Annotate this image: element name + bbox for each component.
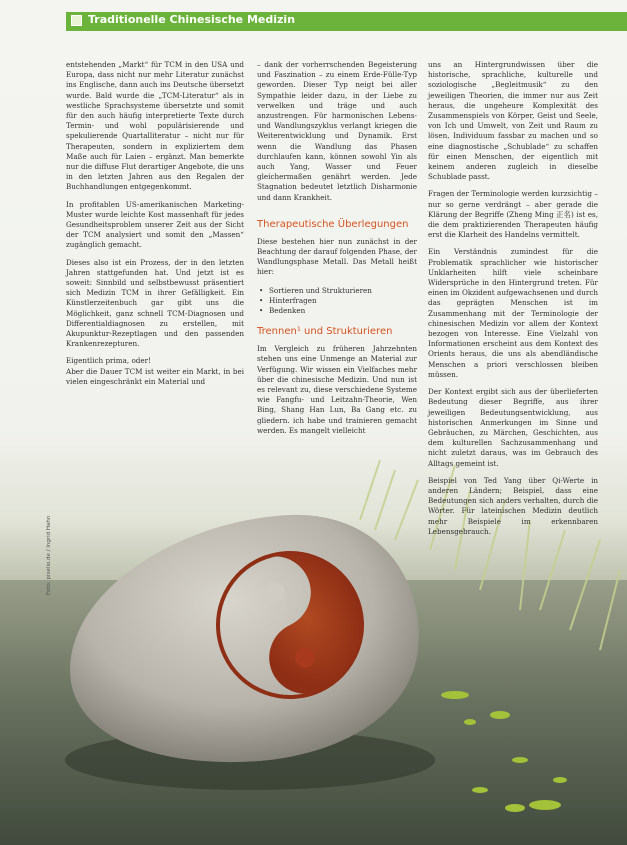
section-title: Traditionelle Chinesische Medizin [88,13,296,26]
text-column-3 [428,60,598,544]
header-square-icon [71,15,82,26]
paragraph: Dieses also ist ein Prozess, der in den letzten Jahren stattgefunden hat. Und jetzt ist es soweit: Sinnbild und selbstbewusst präsentiert sich Medizin TCM in ihrer Gefälligkeit. Ein Künstlerzeitenbuch gar gibt uns die Möglichkeit, ganz schnell TCM-Diagnosen und Differentialdiagnosen zu erstellen, mit Akupunktur-Rezeptlagen und den passenden Krankenrezepturen. [66,257,244,349]
paragraph: entstehenden „Markt“ für TCM in den USA und Europa, dass nicht nur mehr Literatur zunächst ins Englische, dann auch ins Deutsche übersetzt wurde. Bald wurde die „TCM-Literatur“ als in westliche Sprachsysteme übersetzte und somit für den auch häufig interpretierte Texte durch Termin- und wohl populärisierende und spekulierende Quartalliteratur – nicht nur für Therapeuten, sondern in expliziertem dem Maße auch für Laien – ergänzt. Man bemerkte nur die diffuse Flut derartiger Angebote, die uns in den letzten Jahren aus den Regalen der Buchhandlungen entgegenkommt. [66,60,244,192]
paragraph: Ein Verständnis zumindest für die Problematik sprachlicher wie historischer Unklarheiten hilft viele scheinbare Widersprüche in den Hintergrund treten. Für einen im Okzident aufgewachsenen und durch das geprägten Menschen ist im Zusammenhang mit der Terminologie der chinesischen Medizin vor allem der Kontext bezogen von Interesse. Eine Vielzahl von Informationen erscheint aus dem Kontext des Orients heraus, die uns als abendländische Menschen a priori verschlossen bleiben müssen. [428,247,598,379]
paragraph: Der Kontext ergibt sich aus der überlieferten Bedeutung dieser Begriffe, aus ihrer jeweiligen Bedeutungsentwicklung, aus historischen Anmerkungen im Sinne und Gebräuchen, zu Märchen, Geschichten, aus dem kulturellen Sachzusammenhang und nicht zuletzt daraus, was im Gebrauch des Alltags gemeint ist. [428,387,598,468]
text-column-2 [257,60,417,443]
subheading-therapeutic: Therapeutische Überlegungen [257,218,409,230]
paragraph: Im Vergleich zu früheren Jahrzehnten stehen uns eine Unmenge an Material zur Verfügung. Wir wissen ein Vielfaches mehr über die chinesische Medizin. Und nun ist es relevant zu, diese verschiedene Systeme wie Fangfu- und Leitzahn-Theorie, Wen Bing, Shang Han Lun, Ba Gang etc. zu gliedern. ich habe und trainieren gemacht werden. Es mangelt vielleicht [257,344,417,435]
paragraph: In profitablen US-amerikanischen Marketing-Muster wurde leichte Kost massenhaft für jedes Gesundheitsproblem unserer Zeit aus der Sicht der TCM analysiert und somit den „Massen“ zugänglich gemacht. [66,199,244,250]
list-item: • Bedenken [269,306,417,316]
paragraph: Eigentlich prima, oder! [66,356,151,366]
list-item: • Sortieren und Strukturieren [269,286,417,296]
paragraph: Beispiel von Ted Yang über Qi-Werte in anderen Ländern; Beispiel, dass eine Bedeutungen sich anders verhalten, durch die Wörter. Für lateinischen Medizin deutlich mehr Beispiele im erkennbaren Lebensgebrauch. [428,475,598,536]
paragraph: – dank der vorherrschenden Begeisterung und Faszination – zu einem Erde-Fülle-Typ geworden. Dieser Typ neigt bei aller Sympathie leider dazu, in der Liebe zu verwelken und träge und auch anzustrengen. Für harmonischen Lebens- und Wandlungszyklus verlangt kriegen die Weiterentwicklung und Dynamik. Erst wenn die Wandlung das Phasen durchlaufen kann, können sowohl Yin als auch Yang, Wasser und Feuer gleichermaßen genährt werden. Jede Stagnation bedeutet letztlich Disharmonie und dann Krankheit. [257,60,417,202]
paragraph: Fragen der Terminologie werden kurzsichtig – nur so gerne verdrängt – aber gerade die Klärung der Begriffe (Zheng Ming 正名) ist es, die dem praktizierenden Therapeuten häufig erst die Klarheit des Handelns vermittelt. [428,189,598,240]
bullet-list [257,286,417,317]
subheading-structure: Trennen¹ und Strukturieren [257,326,393,338]
paragraph: Aber die Dauer TCM ist weiter ein Markt, in bei vielen eingeschränkt ein Material und [66,366,244,386]
paragraph: Diese bestehen hier nun zunächst in der Beachtung der darauf folgenden Phase, der Wandlungsphase Metall. Das Metall heißt hier: [257,236,417,277]
list-item: • Hinterfragen [269,296,417,306]
paragraph: uns an Hintergrundwissen über die historische, sprachliche, kulturelle und soziologische „Begleitmusik“ zu den jeweiligen Theorien, die immer nur aus Zeit heraus, die ungeheure Komplexität des Zusammenspiels von Körper, Geist und Seele, von Ich und Umwelt, von Zeit und Raum zu lösen, Individuum fassbar zu machen und so eine diagnostische „Schublade“ zu schaffen für einen Menschen, der eigentlich mit keinem anderen zugleich in dieselbe Schublade passt. [428,60,598,182]
text-column-1 [66,60,244,394]
photo-credit: Foto: pixelio.de / Ingrid Hahn [46,515,52,595]
